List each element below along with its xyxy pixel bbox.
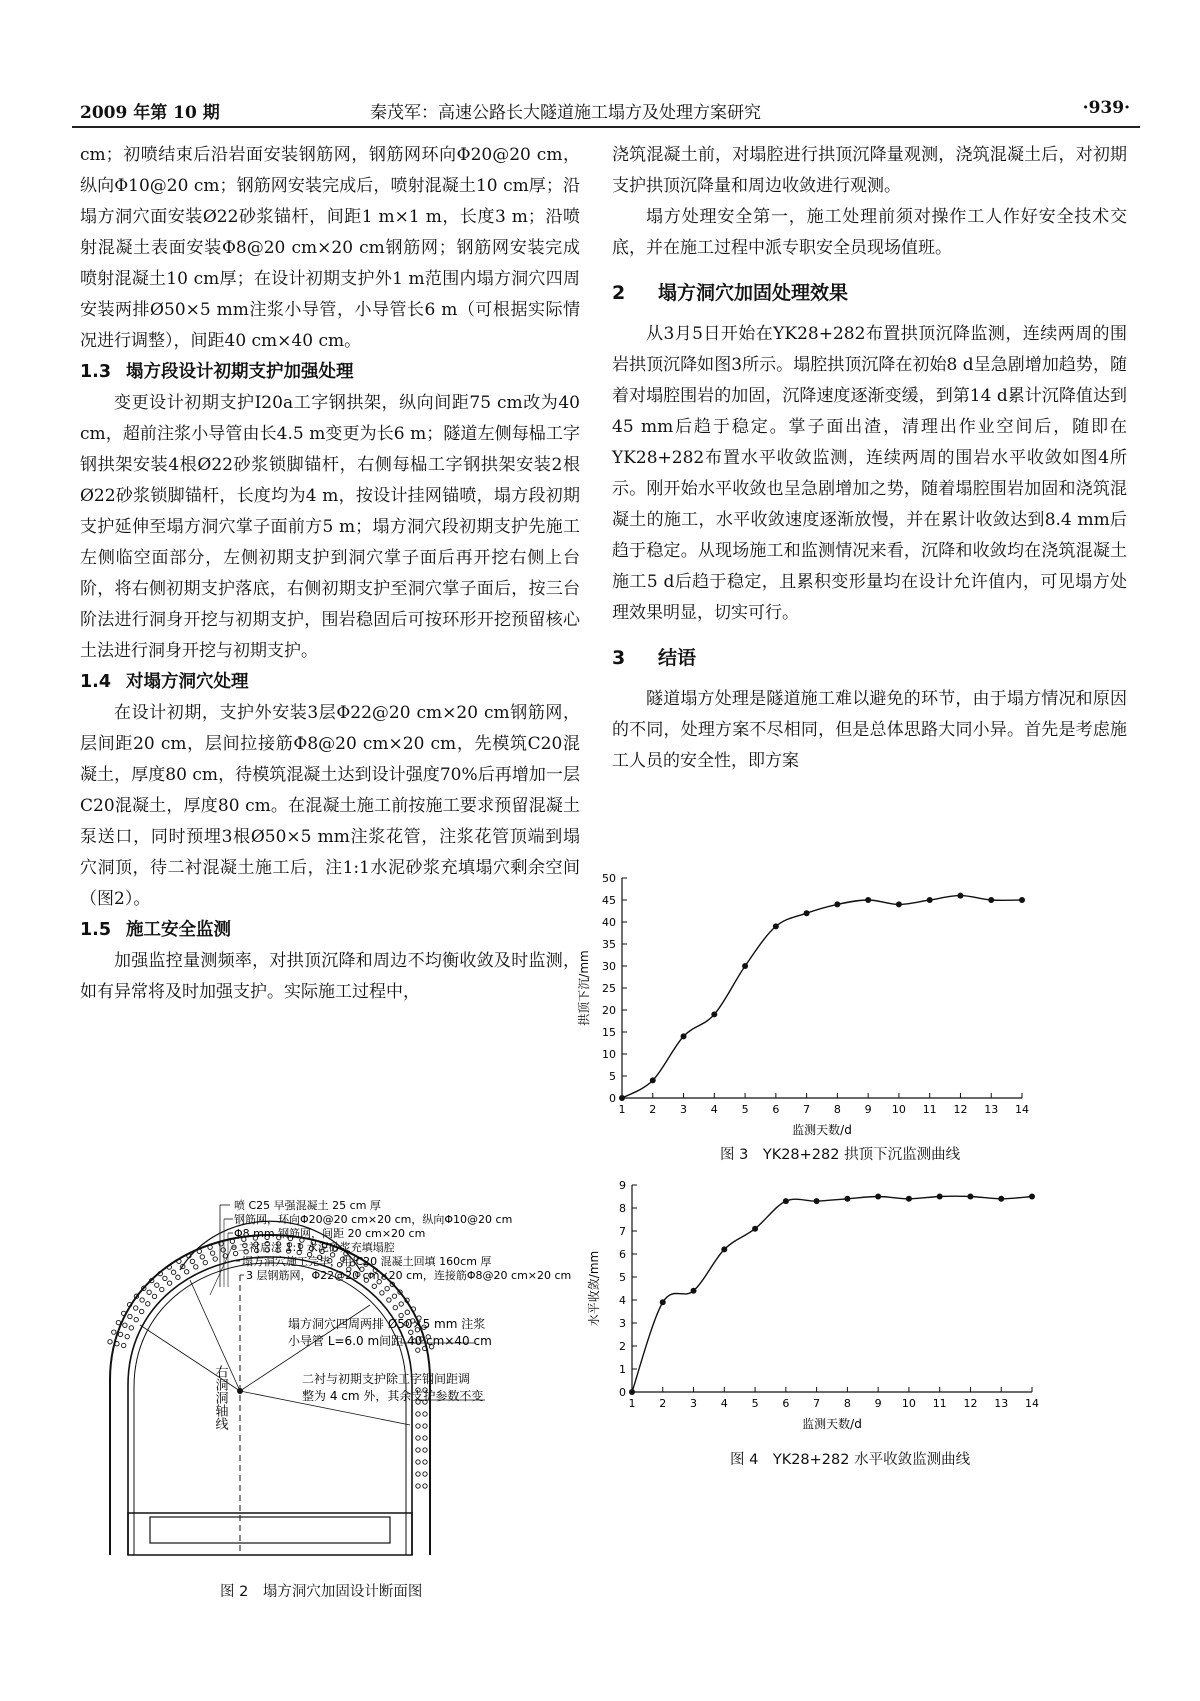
rebar-dot	[167, 1281, 171, 1285]
x-tick-label: 4	[710, 1103, 718, 1116]
x-tick-label: 6	[772, 1103, 780, 1116]
inner-lining	[128, 1257, 412, 1555]
section-heading-1-3	[80, 357, 580, 388]
fig2-pipe-label: 塌方洞穴四周两排 Ø50×5 mm 注浆	[288, 1317, 486, 1331]
x-tick-label: 14	[1025, 1397, 1039, 1410]
data-point	[1029, 1194, 1035, 1200]
data-point	[681, 1033, 687, 1039]
rebar-dot	[416, 1424, 420, 1428]
fig2-label: Φ8 mm 钢筋网，间距 20 cm×20 cm	[234, 1227, 426, 1240]
y-tick-label: 15	[602, 1026, 616, 1039]
x-tick-label: 7	[813, 1397, 821, 1410]
data-point	[927, 897, 933, 903]
fig2-label: 塌方洞穴施工完毕，用 C20 混凝土回填 160cm 厚	[242, 1255, 492, 1268]
x-tick-label: 11	[932, 1397, 947, 1410]
x-tick-label: 4	[720, 1397, 728, 1410]
paragraph: cm；初喷结束后沿岩面安装钢筋网，钢筋网环向Φ20@20 cm，纵向Φ10@20 cm；钢筋网安装完成后，喷射混凝土10 cm厚；沿塌方洞穴面安装Ø22砂浆锚杆，间距1 m×1 m，长度3 m；沿喷射混凝土表面安装Φ8@20 cm×20 cm钢筋网；钢筋网安装完成喷射混凝土10 cm厚；在设计初期支护外1 m范围内塌方洞穴四周安装两排Ø50×5 mm注浆小导管，小导管长6 m（可根据实际情况进行调整），间距40 cm×40 cm。	[80, 145, 580, 351]
leader-line	[210, 1247, 232, 1295]
rebar-dot	[140, 1309, 144, 1313]
y-tick-label: 1	[619, 1363, 626, 1376]
rebar-dot	[147, 1290, 151, 1294]
rebar-dot	[423, 1436, 427, 1440]
y-tick-label: 25	[602, 982, 616, 995]
rebar-dot	[134, 1317, 138, 1321]
y-tick-label: 7	[619, 1225, 626, 1238]
fig2-pipe-label: 小导管 L=6.0 m间距 40 cm×40 cm	[288, 1334, 492, 1348]
y-tick-label: 20	[602, 1004, 616, 1017]
rebar-dot	[372, 1284, 376, 1288]
rebar-dot	[213, 1257, 217, 1261]
running-header	[80, 98, 1130, 128]
rebar-dot	[194, 1265, 198, 1269]
x-tick-label: 10	[891, 1103, 906, 1116]
fig2-lining-label: 整为 4 cm 外，其余支护参数不变	[302, 1389, 484, 1403]
data-point	[619, 1095, 625, 1101]
y-tick-label: 2	[619, 1340, 626, 1353]
x-tick-label: 10	[901, 1397, 916, 1410]
fig2-label: 喷 C25 早强混凝土 25 cm 厚	[234, 1199, 381, 1212]
rebar-dot	[416, 1412, 420, 1416]
section-heading-1-4	[80, 667, 580, 698]
x-tick-label: 12	[963, 1397, 978, 1410]
issue-label: 2009 年第 10 期	[80, 103, 220, 123]
data-point	[834, 901, 840, 907]
x-tick-label: 11	[922, 1103, 937, 1116]
data-point	[660, 1299, 666, 1305]
y-tick-label: 3	[619, 1317, 626, 1330]
x-tick-label: 8	[833, 1103, 841, 1116]
rebar-dot	[405, 1310, 409, 1314]
fig2-label: 3 层钢筋网，Φ22@20 cm×20 cm，连接筋Φ8@20 cm×20 cm	[246, 1269, 572, 1282]
rebar-dot	[200, 1255, 204, 1259]
data-point	[875, 1194, 881, 1200]
rebar-dot	[146, 1302, 150, 1306]
x-tick-label: 13	[984, 1103, 999, 1116]
data-point	[804, 910, 810, 916]
left-column	[80, 140, 580, 1008]
right-column	[612, 140, 1127, 777]
rebar-dot	[393, 1305, 397, 1309]
rebar-dot	[171, 1270, 175, 1274]
y-tick-label: 50	[602, 872, 616, 885]
figure-4-convergence-chart	[587, 1175, 1050, 1440]
y-axis-label: 拱顶下沉/mm	[577, 950, 591, 1026]
section-number: 1.3	[80, 362, 112, 382]
data-point	[814, 1198, 820, 1204]
y-tick-label: 40	[602, 916, 616, 929]
rebar-dot	[163, 1276, 167, 1280]
fig2-label: 钢筋网，环向Φ20@20 cm×20 cm，纵向Φ10@20 cm	[234, 1213, 513, 1226]
data-point	[998, 1196, 1004, 1202]
data-point	[865, 897, 871, 903]
y-tick-label: 6	[619, 1248, 626, 1261]
rebar-dot	[210, 1251, 214, 1255]
figure-4-caption: 图 4 YK28+282 水平收敛监测曲线	[730, 1452, 971, 1468]
paragraph: 隧道塌方处理是隧道施工难以避免的环节，由于塌方情况和原因的不同，处理方案不尽相同，但是总体思路大同小异。首先是考虑施工人员的安全性，即方案	[612, 689, 1127, 771]
axis-label: 右洞洞轴线	[212, 1365, 228, 1430]
section-title: 施工安全监测	[126, 920, 231, 940]
figure-2-caption: 图 2 塌方洞穴加固设计断面图	[220, 1584, 423, 1600]
data-point	[629, 1389, 635, 1395]
x-tick-label: 9	[864, 1103, 872, 1116]
y-tick-label: 4	[619, 1294, 626, 1307]
section-title: 对塌方洞穴处理	[126, 672, 249, 692]
center-point	[237, 1388, 243, 1394]
data-point	[742, 963, 748, 969]
data-point	[650, 1077, 656, 1083]
x-tick-label: 2	[659, 1397, 667, 1410]
invert-inner	[150, 1517, 390, 1543]
x-tick-label: 1	[618, 1103, 626, 1116]
data-point	[773, 923, 779, 929]
x-tick-label: 1	[628, 1397, 636, 1410]
rebar-dot	[190, 1259, 194, 1263]
rebar-dot	[140, 1298, 144, 1302]
series-line	[632, 1196, 1032, 1392]
x-tick-label: 14	[1015, 1103, 1029, 1116]
rebar-dot	[176, 1275, 180, 1279]
x-tick-label: 12	[953, 1103, 968, 1116]
header-rule	[72, 126, 1140, 128]
paragraph: 在设计初期，支护外安装3层Φ22@20 cm×20 cm钢筋网，层间距20 cm，层间拉接筋Φ8@20 cm×20 cm，先模筑C20混凝土，厚度80 cm，待模筑混凝土达到设计强度70%后再增加一层C20混凝土，厚度80 cm。在混凝土施工前按施工要求预留混凝土泵送口，同时预埋3根Ø50×5 mm注浆花管，注浆花管顶端到塌穴洞顶，待二衬混凝土施工后，注1:1水泥砂浆充填塌穴剩余空间（图2）。	[80, 703, 580, 909]
figure-3-caption: 图 3 YK28+282 拱顶下沉监测曲线	[720, 1147, 961, 1163]
paragraph: 加强监控量测频率，对拱顶沉降和周边不均衡收敛及时监测，如有异常将及时加强支护。实际施工过程中，	[80, 951, 580, 1002]
y-tick-label: 9	[619, 1179, 626, 1192]
rebar-dot	[423, 1412, 427, 1416]
section-heading-3	[612, 643, 1127, 674]
rebar-dot	[129, 1326, 133, 1330]
rebar-dot	[416, 1472, 420, 1476]
rebar-dot	[416, 1460, 420, 1464]
data-point	[906, 1196, 912, 1202]
rebar-dot	[122, 1343, 126, 1347]
rebar-dot	[387, 1298, 391, 1302]
rebar-dot	[399, 1302, 403, 1306]
section-number: 2	[612, 282, 626, 304]
x-tick-label: 6	[782, 1397, 790, 1410]
x-axis-label: 监测天数/d	[792, 1123, 852, 1137]
rebar-dot	[416, 1448, 420, 1452]
rebar-dot	[125, 1334, 129, 1338]
y-tick-label: 5	[619, 1271, 626, 1284]
y-tick-label: 0	[619, 1386, 626, 1399]
x-tick-label: 2	[649, 1103, 657, 1116]
section-number: 1.4	[80, 672, 112, 692]
section-title: 塌方段设计初期支护加强处理	[126, 362, 354, 382]
y-tick-label: 45	[602, 894, 616, 907]
rebar-dot	[416, 1484, 420, 1488]
article-running-title: 秦茂军：高速公路长大隧道施工塌方及处理方案研究	[370, 103, 761, 123]
y-axis-label: 水平收敛/mm	[587, 1250, 601, 1327]
x-tick-label: 13	[994, 1397, 1009, 1410]
rebar-dot	[416, 1348, 420, 1352]
fig2-lining-label: 二衬与初期支护除工字钢间距调	[302, 1372, 471, 1386]
rebar-dot	[118, 1332, 122, 1336]
rebar-dot	[108, 1340, 112, 1344]
rebar-dot	[385, 1286, 389, 1290]
section-heading-1-5	[80, 915, 580, 946]
paragraph: 浇筑混凝土前，对塌腔进行拱顶沉降量观测，浇筑混凝土后，对初期支护拱顶沉降量和周边收敛进行观测。	[612, 145, 1127, 196]
y-tick-label: 0	[609, 1092, 616, 1105]
y-tick-label: 30	[602, 960, 616, 973]
data-point	[783, 1198, 789, 1204]
rebar-dot	[128, 1314, 132, 1318]
x-tick-label: 9	[874, 1397, 882, 1410]
figure-2-tunnel-section	[70, 1195, 610, 1575]
section-heading-2	[612, 278, 1127, 309]
y-tick-label: 10	[602, 1048, 616, 1061]
rebar-dot	[160, 1287, 164, 1291]
rebar-dot	[423, 1484, 427, 1488]
rebar-dot	[185, 1270, 189, 1274]
y-tick-label: 5	[609, 1070, 616, 1083]
section-title: 塌方洞穴加固处理效果	[658, 282, 849, 304]
data-point	[957, 893, 963, 899]
rebar-dot	[152, 1294, 156, 1298]
data-point	[988, 897, 994, 903]
x-tick-label: 5	[741, 1103, 749, 1116]
rebar-dot	[112, 1330, 116, 1334]
section-number: 1.5	[80, 920, 112, 940]
x-axis-label: 监测天数/d	[802, 1417, 862, 1431]
figure-3-settlement-chart	[577, 868, 1040, 1138]
rebar-dot	[423, 1448, 427, 1452]
series-line	[622, 896, 1022, 1098]
x-tick-label: 7	[803, 1103, 811, 1116]
inner-lining-2	[134, 1263, 406, 1555]
rebar-dot	[380, 1291, 384, 1295]
x-tick-label: 3	[690, 1397, 698, 1410]
data-point	[967, 1194, 973, 1200]
x-tick-label: 5	[751, 1397, 759, 1410]
rebar-dot	[116, 1320, 120, 1324]
rebar-dot	[155, 1283, 159, 1287]
rebar-dot	[203, 1260, 207, 1264]
y-tick-label: 8	[619, 1202, 626, 1215]
x-tick-label: 3	[680, 1103, 688, 1116]
rebar-dot	[423, 1472, 427, 1476]
rebar-dot	[416, 1436, 420, 1440]
rebar-dot	[392, 1294, 396, 1298]
section-number: 3	[612, 647, 626, 669]
rebar-dot	[123, 1323, 127, 1327]
y-tick-label: 35	[602, 938, 616, 951]
rebar-dot	[423, 1460, 427, 1464]
data-point	[691, 1288, 697, 1294]
data-point	[711, 1011, 717, 1017]
invert	[128, 1513, 412, 1555]
rebar-dot	[423, 1424, 427, 1428]
rebar-dot	[221, 1248, 225, 1252]
x-tick-label: 8	[843, 1397, 851, 1410]
data-point	[1019, 897, 1025, 903]
section-title: 结语	[658, 647, 697, 669]
data-point	[896, 901, 902, 907]
rebar-dot	[134, 1306, 138, 1310]
fig2-label: 二衬后注 1:1 水泥砂浆充填塌腔	[238, 1241, 395, 1254]
paragraph: 从3月5日开始在YK28+282布置拱顶沉降监测，连续两周的围岩拱顶沉降如图3所示。塌腔拱顶沉降在初始8 d呈急剧增加趋势，随着对塌腔围岩的加固，沉降速度逐渐变缓，到第14 d累计沉降值达到45 mm后趋于稳定。掌子面出渣，清理出作业空间后，随即在YK28+282布置水平收敛监测，连续两周的围岩水平收敛如图4所示。刚开始水平收敛也呈急剧增加之势，随着塌腔围岩加固和浇筑混凝土的施工，水平收敛速度逐渐放慢，并在累计收敛达到8.4 mm后趋于稳定。从现场施工和监测情况来看，沉降和收敛均在浇筑混凝土施工5 d后趋于稳定，且累积变形量均在设计允许值内，可见塌方处理效果明显，切实可行。	[612, 324, 1127, 623]
page-number: ·939·	[1082, 98, 1130, 118]
data-point	[844, 1196, 850, 1202]
data-point	[937, 1194, 943, 1200]
data-point	[721, 1246, 727, 1252]
data-point	[752, 1226, 758, 1232]
paragraph: 塌方处理安全第一，施工处理前须对操作工人作好安全技术交底，并在施工过程中派专职安全员现场值班。	[612, 207, 1127, 258]
paragraph: 变更设计初期支护I20a工字钢拱架，纵向间距75 cm改为40 cm，超前注浆小导管由长4.5 m变更为长6 m；隧道左侧每榀工字钢拱架安装4根Ø22砂浆锁脚锚杆，右侧每榀工字钢拱架安装2根Ø22砂浆锁脚锚杆，长度均为4 m，按设计挂网锚喷，塌方段初期支护延伸至塌方洞穴掌子面前方5 m；塌方洞穴段初期支护先施工左侧临空面部分，左侧初期支护到洞穴掌子面后再开挖右侧上台阶，将右侧初期支护落底，右侧初期支护至洞穴掌子面后，按三台阶法进行洞身开挖与初期支护，围岩稳固后可按环形开挖预留核心土法进行洞身开挖与初期支护。	[80, 393, 580, 661]
